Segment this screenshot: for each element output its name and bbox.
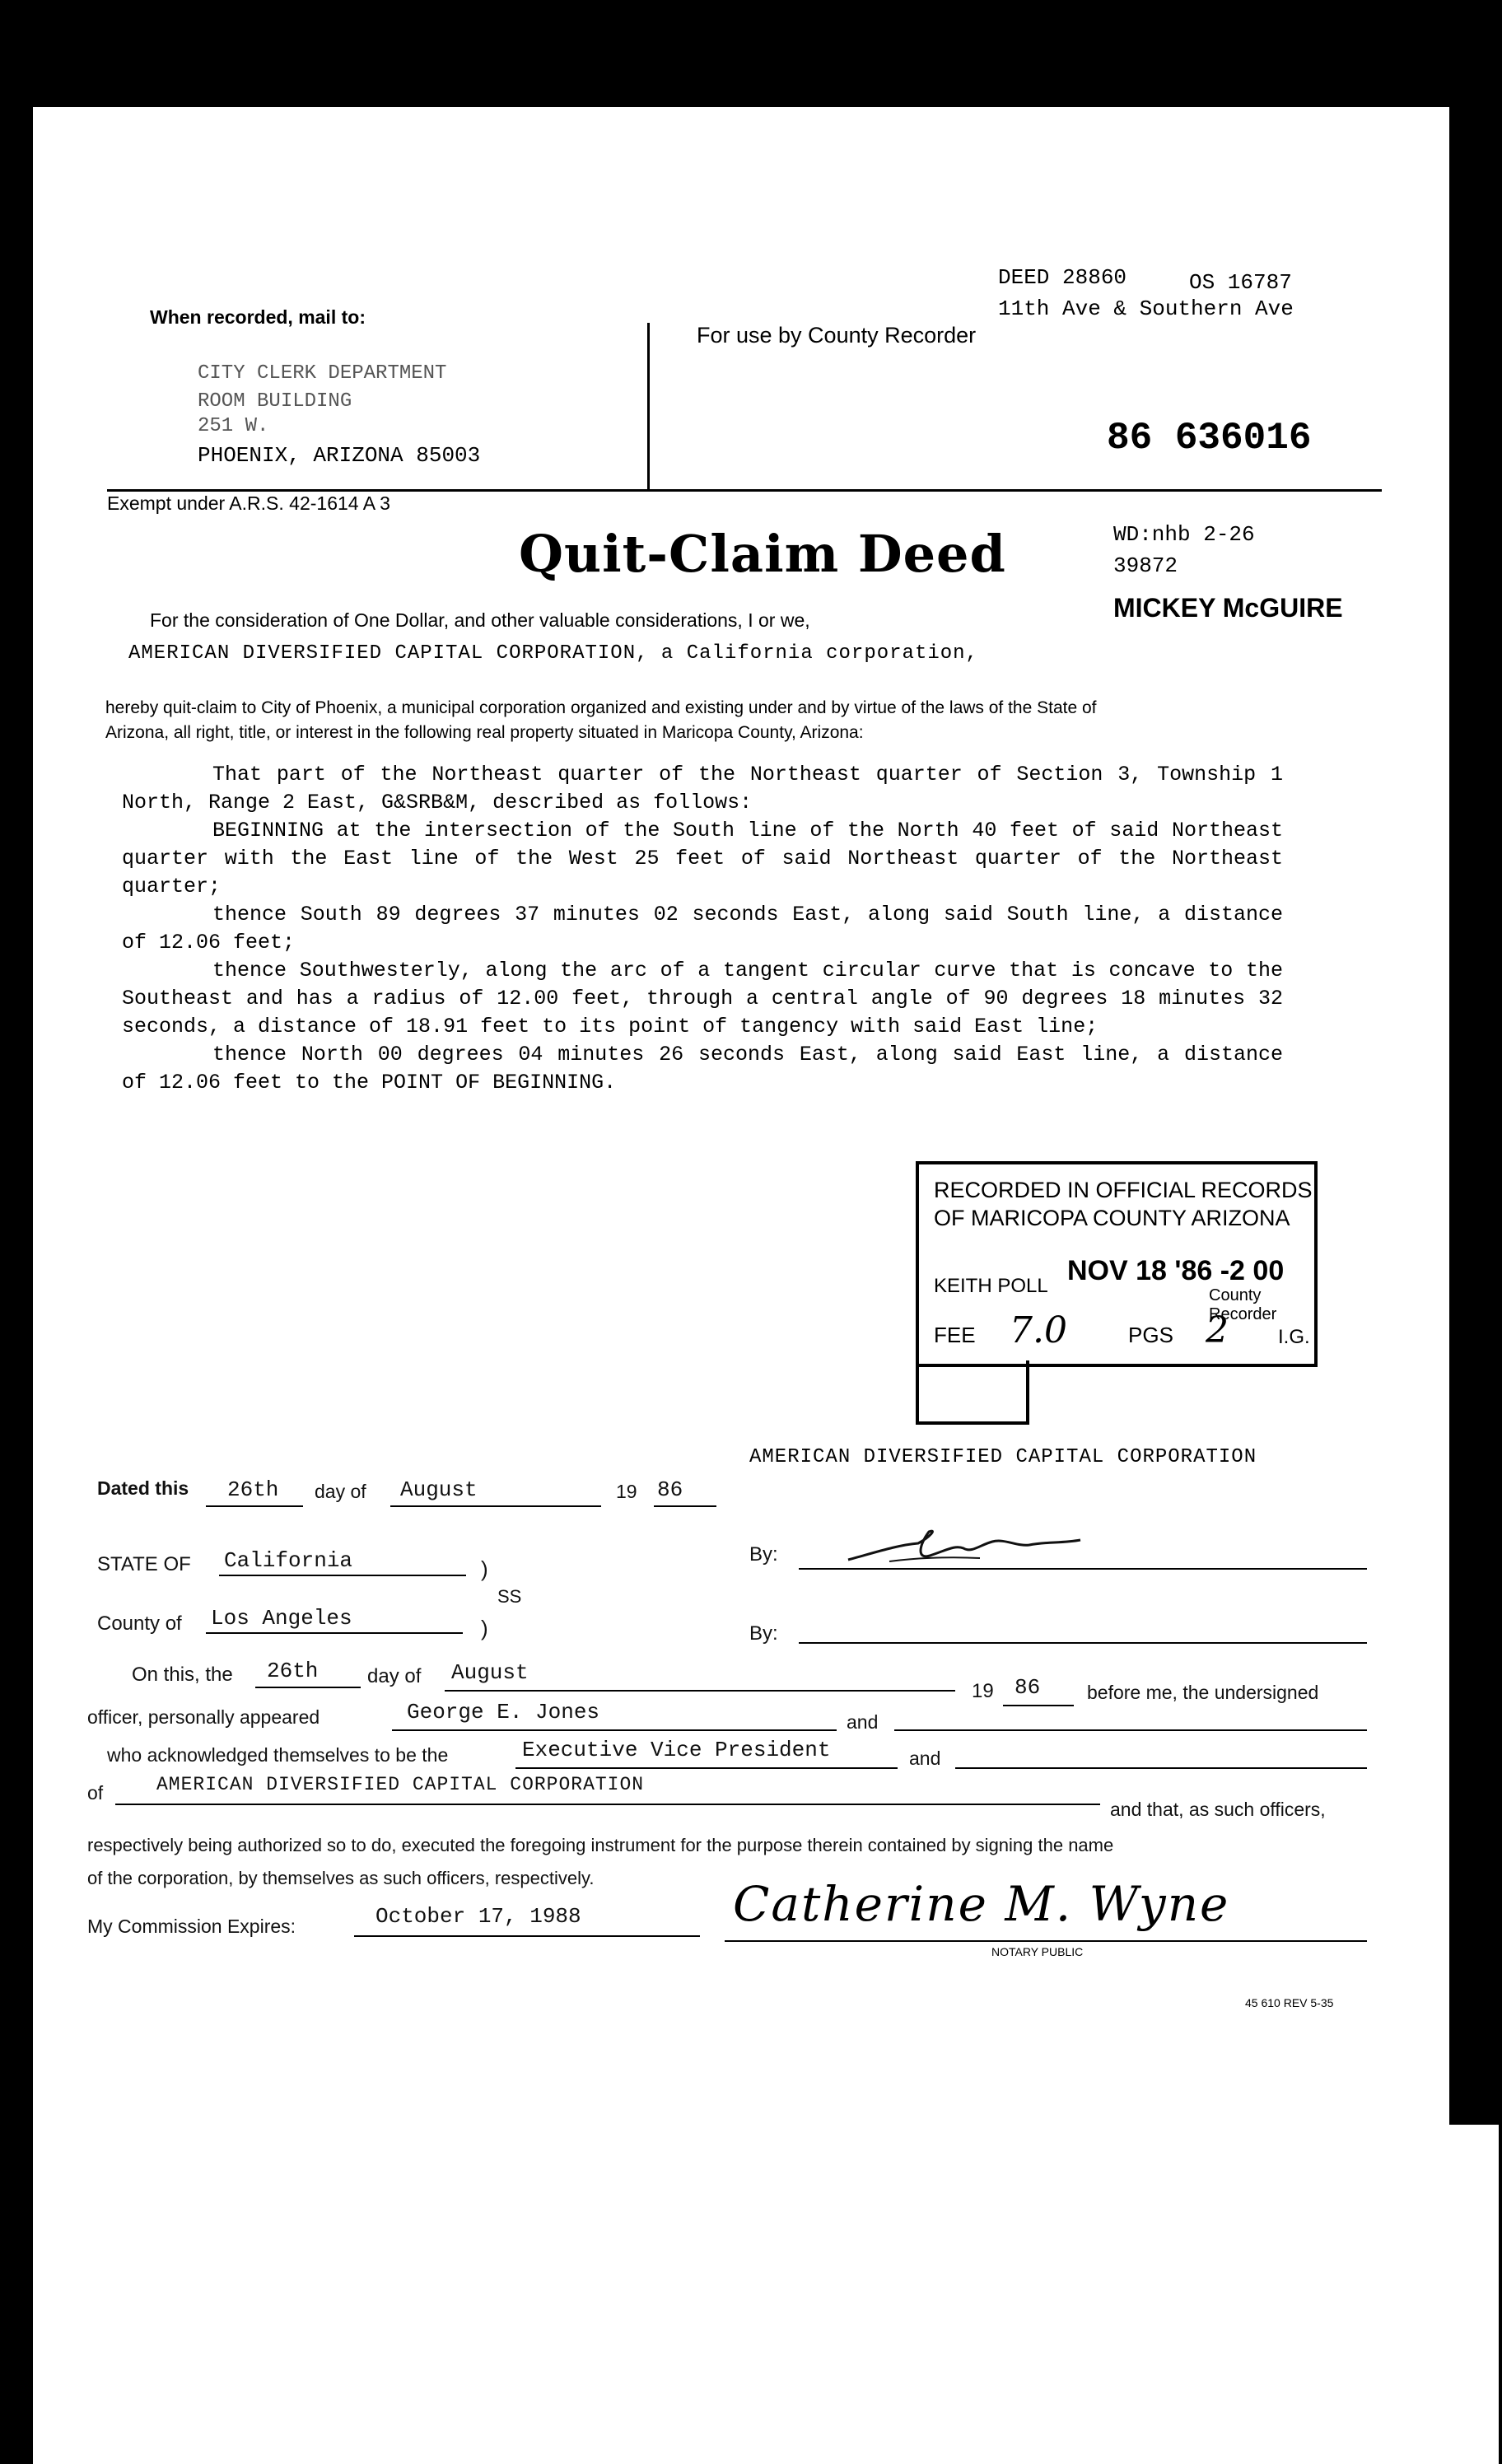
legal-paragraph-3: thence South 89 degrees 37 minutes 02 seconds East, along said South line, a distance of 12.06 feet;: [122, 903, 1283, 954]
ack-and-line-2: [955, 1767, 1367, 1769]
ack-year-prefix: 19: [972, 1680, 994, 1702]
recording-stamp: [916, 1161, 1318, 1367]
document-title: Quit-Claim Deed: [519, 524, 1006, 584]
by-line-2: [799, 1642, 1367, 1644]
mail-to-line-2: ROOM BUILDING: [198, 390, 352, 413]
dated-day: 26th: [227, 1477, 279, 1502]
recording-number: 86 636016: [1107, 417, 1312, 460]
ss-label: SS: [497, 1586, 522, 1607]
stamp-recorder-title: County Recorder: [1209, 1286, 1277, 1323]
ack-such-officers: and that, as such officers,: [1110, 1799, 1326, 1820]
signature-corporation: AMERICAN DIVERSIFIED CAPITAL CORPORATION: [749, 1446, 1257, 1468]
page-edge: [1400, 2125, 1499, 2464]
state-label: STATE OF: [97, 1553, 191, 1575]
stamp-recorder: KEITH POLL: [934, 1275, 1048, 1297]
ack-position: Executive Vice President: [522, 1738, 831, 1762]
mail-to-line-4: PHOENIX, ARIZONA 85003: [198, 443, 481, 468]
ack-who-acknowledged: who acknowledged themselves to be the: [107, 1744, 449, 1766]
venue-bracket-bottom: ): [481, 1616, 488, 1640]
stamp-line-2: OF MARICOPA COUNTY ARIZONA: [934, 1206, 1290, 1230]
officer-signature: [840, 1520, 1087, 1578]
ack-day: 26th: [267, 1659, 319, 1683]
ack-before-me: before me, the undersigned: [1087, 1682, 1319, 1703]
notary-public-label: NOTARY PUBLIC: [991, 1945, 1084, 1958]
dated-year: 86: [657, 1477, 683, 1502]
stamp-fee-label: FEE: [934, 1323, 976, 1347]
ack-of-label: of: [87, 1782, 104, 1804]
commission-date: October 17, 1988: [376, 1904, 581, 1929]
form-code: 45 610 REV 5-35: [1245, 1996, 1334, 2009]
ack-year: 86: [1015, 1675, 1041, 1700]
county-label: County of: [97, 1612, 182, 1635]
grant-line-1: hereby quit-claim to City of Phoenix, a municipal corporation organized and existing under and by virtue of the laws of the State of: [105, 698, 1097, 717]
mail-to-line-3: 251 W.: [198, 415, 269, 437]
ack-and-2: and: [909, 1748, 941, 1769]
ack-and-1: and: [847, 1711, 879, 1733]
ack-on-this-label: On this, the: [132, 1664, 233, 1686]
stamp-ig-label: I.G.: [1278, 1326, 1310, 1348]
legal-paragraph-5: thence North 00 degrees 04 minutes 26 seconds East, along said East line, a distance of 12.06 feet to the POINT OF BEGINNING.: [122, 1043, 1283, 1094]
county-recorder-label: For use by County Recorder: [697, 323, 977, 348]
header-divider-vertical: [647, 323, 650, 492]
annotation-name: MICKEY McGUIRE: [1113, 593, 1343, 623]
deed-number: DEED 28860: [998, 265, 1127, 290]
os-number: OS 16787: [1189, 270, 1292, 295]
ack-officer-label: officer, personally appeared: [87, 1706, 320, 1728]
dated-day-of-label: day of: [315, 1481, 366, 1502]
notary-signature-line: [725, 1940, 1367, 1942]
exempt-text: Exempt under A.R.S. 42-1614 A 3: [107, 492, 390, 514]
dated-month: August: [400, 1477, 478, 1502]
venue-bracket-top: ): [481, 1556, 488, 1581]
grantor-name: AMERICAN DIVERSIFIED CAPITAL CORPORATION, a California corporation,: [128, 642, 978, 665]
dated-year-prefix: 19: [616, 1481, 637, 1502]
stamp-pgs-label: PGS: [1128, 1323, 1173, 1347]
ack-authorized-line-1: respectively being authorized so to do, executed the foregoing instrument for the purpose therein contained by signing the name: [87, 1835, 1114, 1855]
state-value: California: [224, 1548, 353, 1573]
stamp-line-1: RECORDED IN OFFICIAL RECORDS: [934, 1178, 1313, 1202]
county-value: Los Angeles: [211, 1606, 352, 1631]
by-label-1: By:: [749, 1543, 778, 1566]
location-text: 11th Ave & Southern Ave: [998, 296, 1294, 321]
legal-description: [122, 761, 1283, 1097]
stamp-datetime: NOV 18 '86 -2 00: [1067, 1255, 1285, 1286]
legal-paragraph-4: thence Southwesterly, along the arc of a tangent circular curve that is concave to the Southeast and has a radius of 12.00 feet, through a central angle of 90 degrees 18 minutes 32 seconds, a distance of 18.91 feet to its point of tangency with said East line;: [122, 959, 1283, 1038]
consideration-intro: For the consideration of One Dollar, and other valuable considerations, I or we,: [150, 609, 810, 631]
grant-line-2: Arizona, all right, title, or interest in the following real property situated in Maricopa County, Arizona:: [105, 723, 864, 742]
ack-month: August: [451, 1660, 529, 1685]
mail-to-label: When recorded, mail to:: [150, 306, 366, 328]
notary-signature: Catherine M. Wyne: [733, 1876, 1230, 1932]
ack-and-line-1: [894, 1729, 1367, 1731]
by-label-2: By:: [749, 1622, 778, 1645]
legal-paragraph-2: BEGINNING at the intersection of the South line of the North 40 feet of said Northeast quarter with the East line of the West 25 feet of said Northeast quarter of the Northeast quarter;: [122, 819, 1283, 898]
ack-company: AMERICAN DIVERSIFIED CAPITAL CORPORATION: [156, 1774, 645, 1795]
mail-to-line-1: CITY CLERK DEPARTMENT: [198, 362, 447, 385]
annotation-line-2: 39872: [1113, 553, 1178, 578]
dated-label: Dated this: [97, 1477, 189, 1499]
header-divider-horizontal: [107, 489, 1382, 492]
legal-paragraph-1: That part of the Northeast quarter of the Northeast quarter of Section 3, Township 1 North, Range 2 East, G&SRB&M, described as follows:: [122, 763, 1283, 814]
ack-day-of-label: day of: [367, 1665, 422, 1687]
stamp-fee-value: 7.0: [1010, 1309, 1067, 1351]
ack-person: George E. Jones: [407, 1700, 600, 1724]
stamp-pgs-value: 2: [1206, 1309, 1229, 1351]
stamp-tab-box: [916, 1360, 1029, 1425]
commission-label: My Commission Expires:: [87, 1916, 296, 1937]
ack-authorized-line-2: of the corporation, by themselves as such officers, respectively.: [87, 1868, 595, 1888]
annotation-line-1: WD:nhb 2-26: [1113, 522, 1255, 547]
